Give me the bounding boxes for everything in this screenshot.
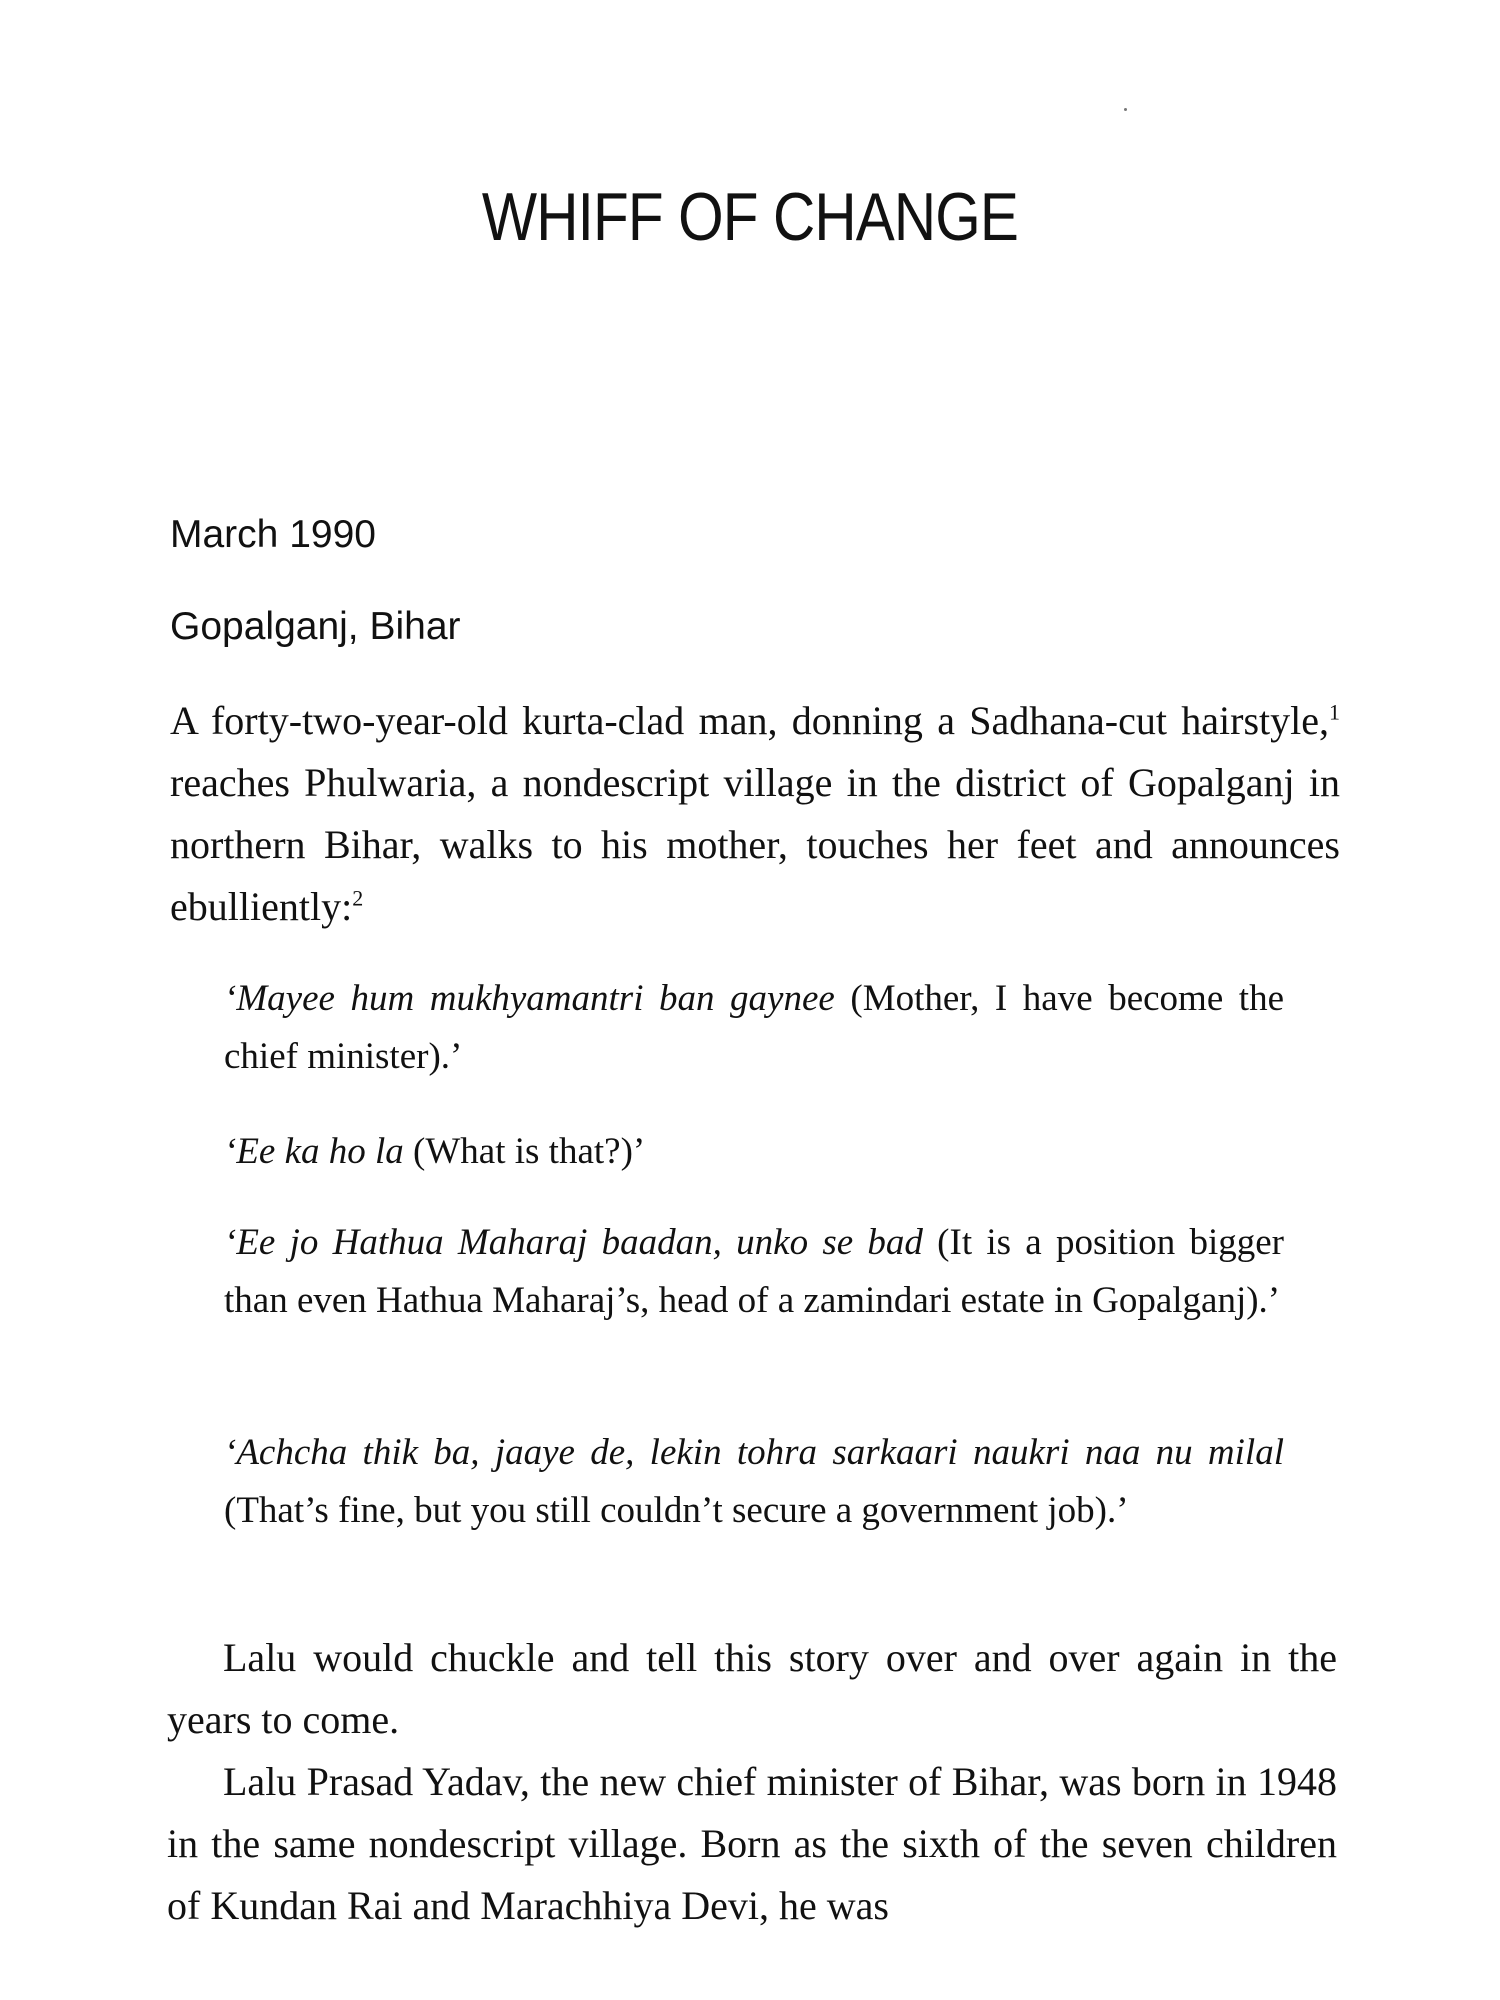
footnote-marker-2: 2	[352, 885, 364, 911]
dateline-date: March 1990	[170, 513, 376, 556]
scan-speck	[1124, 108, 1127, 111]
chapter-title: WHIFF OF CHANGE	[481, 179, 1019, 255]
quote-4-translation: (That’s fine, but you still couldn’t secure a government job).’	[224, 1490, 1129, 1531]
body-paragraph-3: Lalu Prasad Yadav, the new chief minister of Bihar, was born in 1948 in the same nondescript village. Born as the sixth of the seven children of Kundan Rai and Marachhiya Devi, he was	[167, 1759, 1337, 1928]
opening-paragraph-text: A forty-two-year-old kurta-clad man, donning a Sadhana-cut hairstyle,	[170, 698, 1329, 743]
quote-3-bhojpuri: ‘Ee jo Hathua Maharaj baadan, unko se bad	[224, 1222, 923, 1263]
body-paragraph-2: Lalu would chuckle and tell this story over and over again in the years to come.	[167, 1635, 1337, 1742]
quote-4-bhojpuri: ‘Achcha thik ba, jaaye de, lekin tohra sarkaari naukri naa nu milal	[224, 1432, 1284, 1473]
quote-2-translation: (What is that?)’	[403, 1131, 646, 1172]
dialogue-quote-4	[224, 1424, 1284, 1540]
dialogue-quote-1	[224, 970, 1284, 1086]
dialogue-quote-3	[224, 1214, 1284, 1330]
quote-1-bhojpuri: ‘Mayee hum mukhyamantri ban gaynee	[224, 978, 835, 1019]
quote-3-translation: (It is a position bigger than even Hathua Maharaj’s, head of a zamindari estate in Gopalganj).’	[224, 1222, 1284, 1321]
dialogue-quote-2	[224, 1123, 1284, 1181]
quote-1-translation: (Mother, I have become the chief minister).’	[224, 978, 1284, 1077]
footnote-marker-1: 1	[1329, 699, 1340, 725]
opening-paragraph	[170, 690, 1340, 938]
dateline-place: Gopalganj, Bihar	[170, 605, 461, 648]
opening-paragraph-text-continued: reaches Phulwaria, a nondescript village in the district of Gopalganj in northern Bihar, walks to his mother, touches her feet and announces ebulliently:	[170, 760, 1340, 929]
quote-2-bhojpuri: ‘Ee ka ho la	[224, 1131, 404, 1172]
